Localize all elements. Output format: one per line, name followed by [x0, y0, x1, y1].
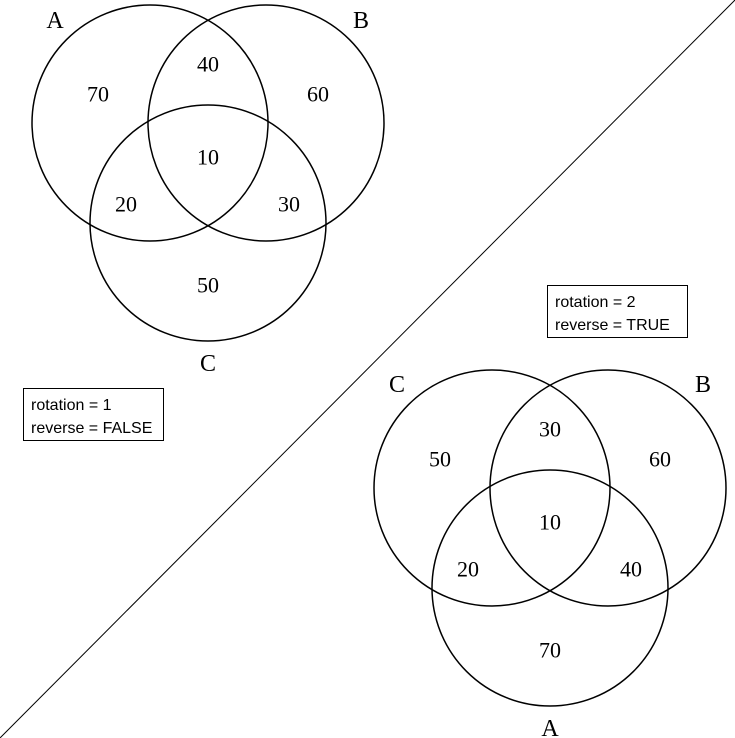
region-abc: 10: [197, 144, 219, 170]
set-label-a: A: [46, 8, 64, 34]
circle-a: [32, 5, 268, 241]
region-ac-only: 20: [115, 191, 137, 217]
venn-diagram-bottom-right: [374, 370, 726, 738]
region-ab-only: 40: [620, 556, 642, 582]
rotation-label: rotation = 1: [31, 397, 112, 414]
circle-c: [374, 370, 610, 606]
region-bc-only: 30: [539, 416, 561, 442]
region-b-only: 60: [307, 81, 329, 107]
rotation-label: rotation = 2: [555, 294, 636, 311]
reverse-label: reverse = FALSE: [31, 420, 153, 437]
set-label-b: B: [694, 372, 712, 398]
set-label-c: C: [199, 351, 217, 377]
set-label-a: A: [541, 716, 559, 738]
region-a-only: 70: [539, 637, 561, 663]
set-label-b: B: [352, 8, 370, 34]
region-ab-only: 40: [197, 51, 219, 77]
region-c-only: 50: [197, 272, 219, 298]
region-c-only: 50: [429, 446, 451, 472]
region-a-only: 70: [87, 81, 109, 107]
set-label-c: C: [388, 372, 406, 398]
circle-b: [490, 370, 726, 606]
settings-box-bottom-right: [547, 285, 688, 338]
region-ac-only: 20: [457, 556, 479, 582]
reverse-label: reverse = TRUE: [555, 317, 670, 334]
circle-c: [90, 105, 326, 341]
circle-a: [432, 470, 668, 706]
region-b-only: 60: [649, 446, 671, 472]
settings-box-top-left: [23, 388, 164, 441]
region-abc: 10: [539, 509, 561, 535]
venn-diagram-top-left: [32, 5, 384, 377]
circle-b: [148, 5, 384, 241]
region-bc-only: 30: [278, 191, 300, 217]
